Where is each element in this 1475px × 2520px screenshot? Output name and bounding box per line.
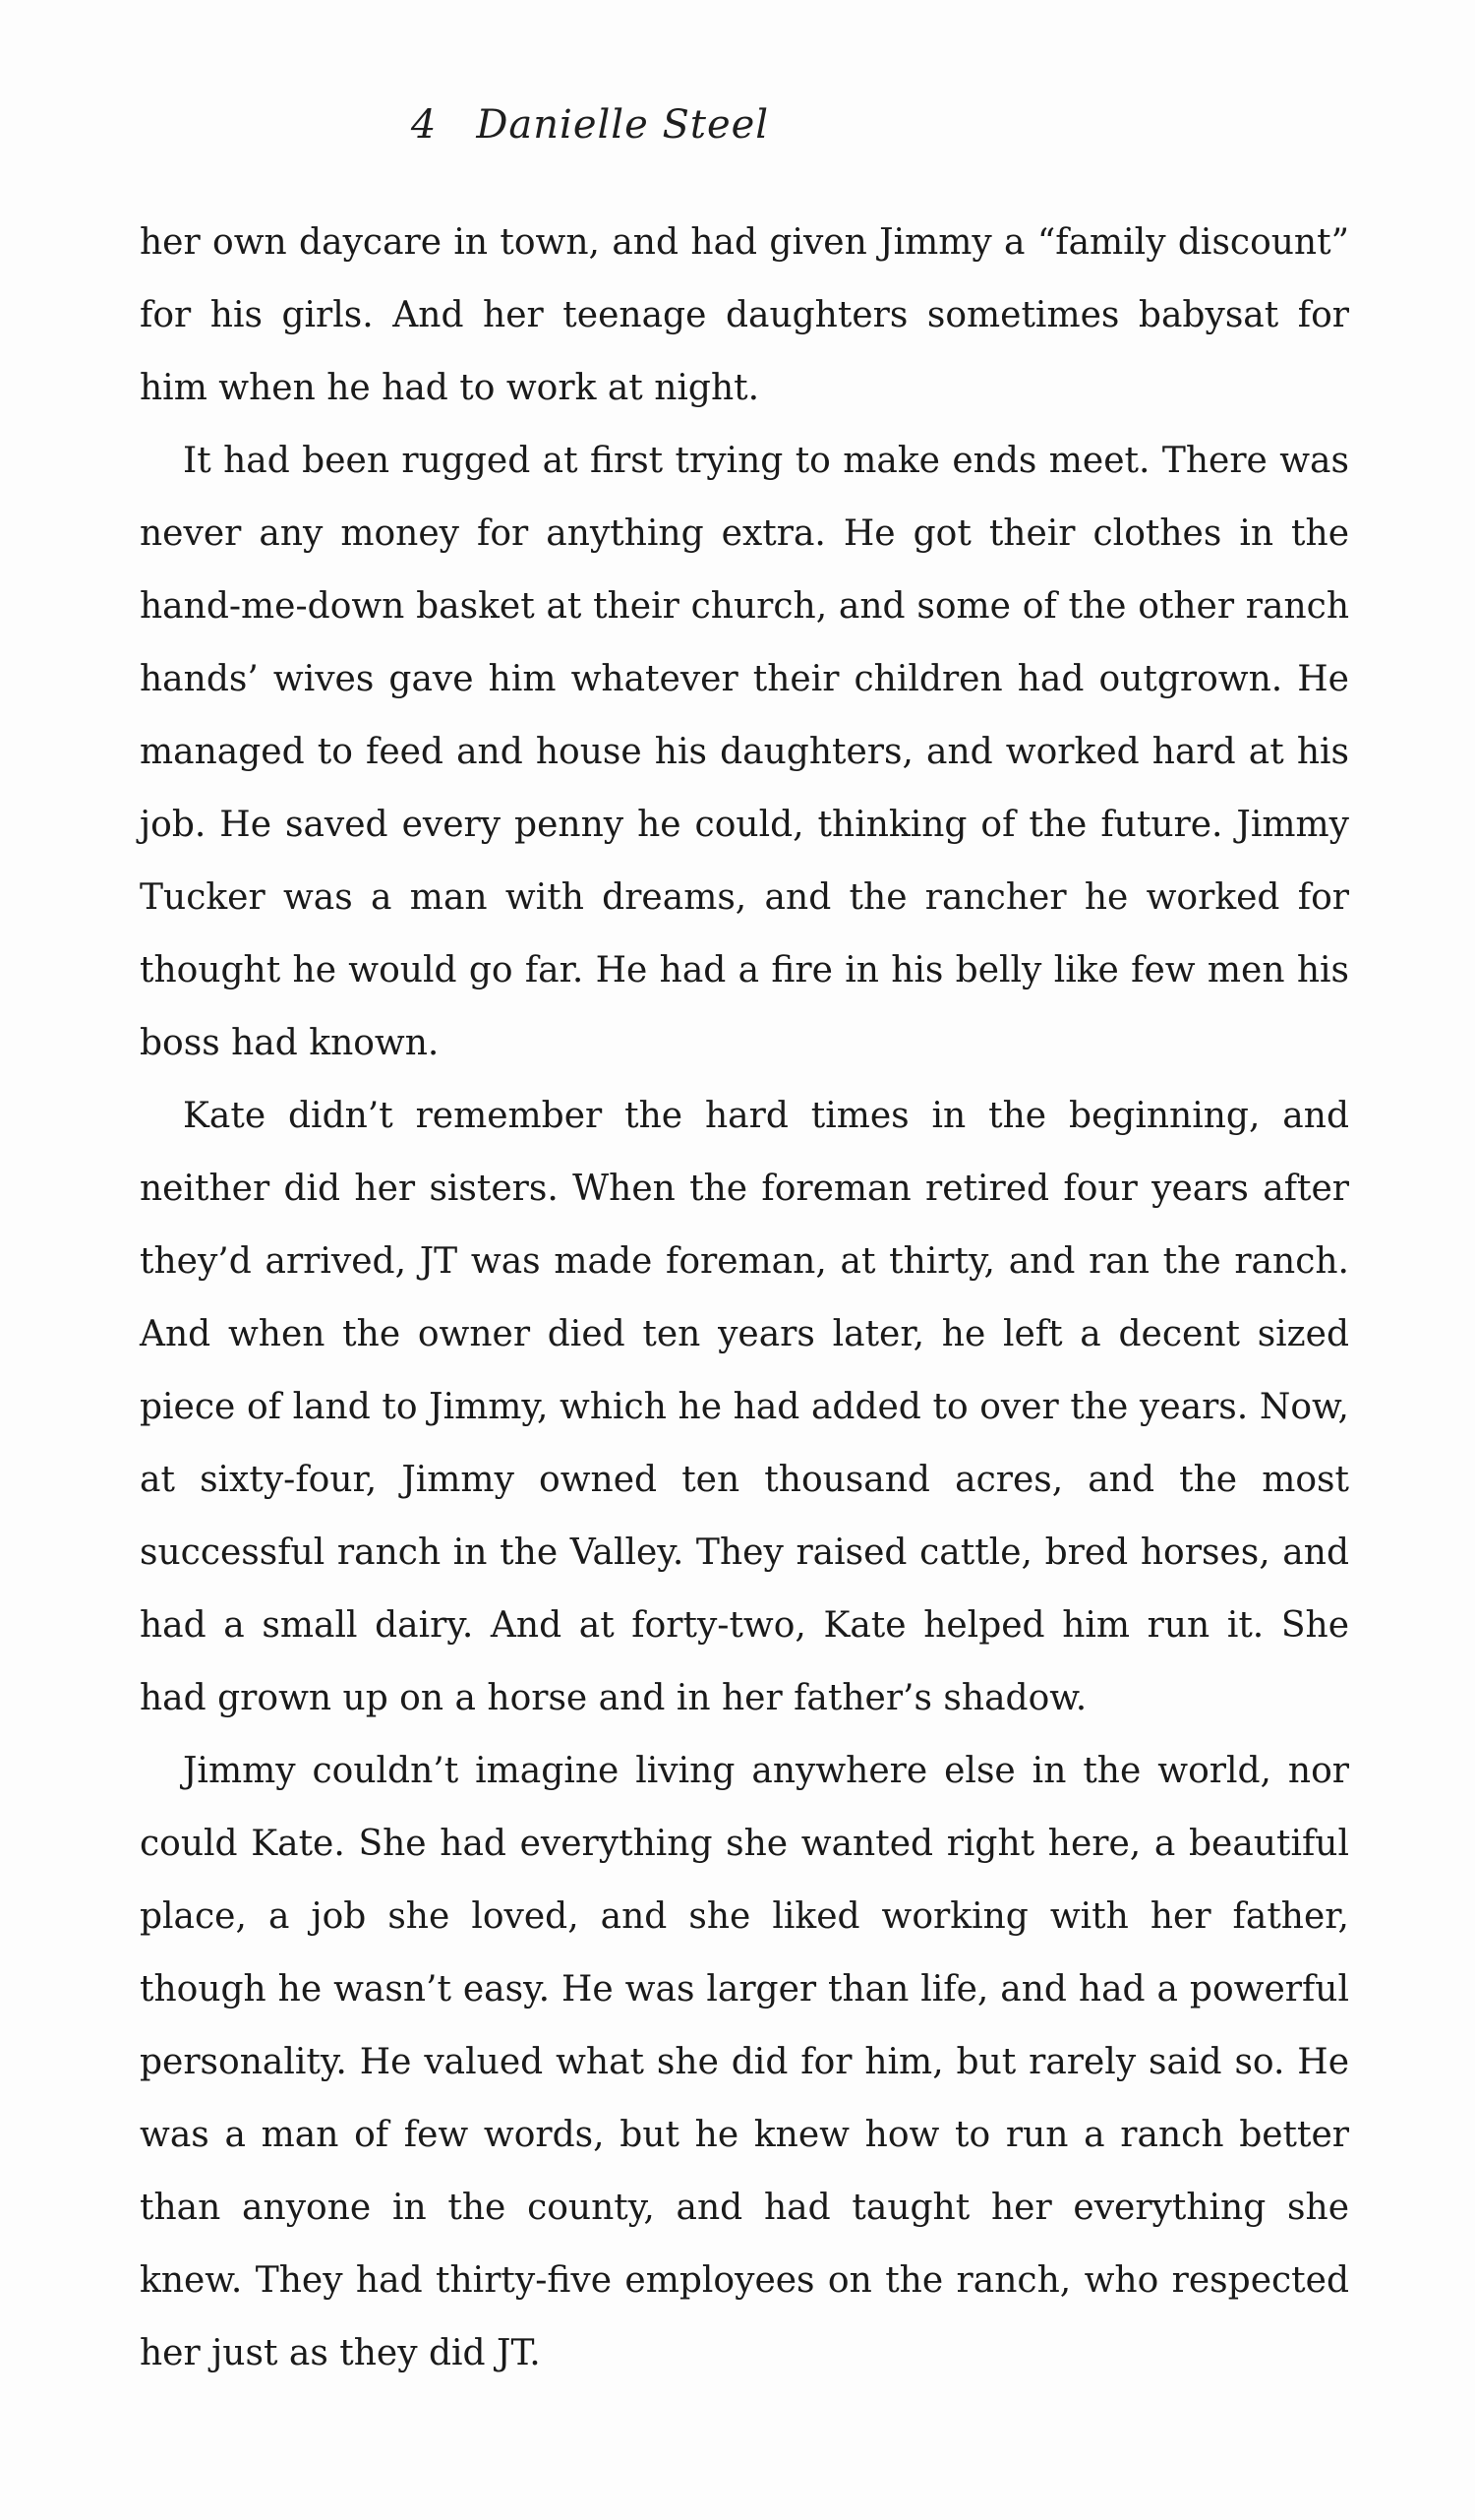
paragraph: Kate didn’t remember the hard times in the beginning, and neither did her sisters. When the foreman retired four years after they’d arrived, JT was made foreman, at thirty, and ran the ranch. And when the owner died ten years later, he left a decent sized piece of land to Jimmy, which he had added to over the years. Now, at sixty-four, Jimmy owned ten thousand acres, and the most successful ranch in the Valley. They raised cattle, bred horses, and had a small dairy. And at forty-two, Kate helped him run it. She had grown up on a horse and in her father’s shadow.: [140, 1096, 1349, 1718]
running-head: [0, 102, 1180, 148]
page-number: 4: [410, 102, 438, 148]
author-name: Danielle Steel: [476, 102, 770, 148]
body-text: [140, 207, 1349, 2390]
paragraph-continued: her own daycare in town, and had given Jimmy a “family discount” for his girls. And her teenage daughters sometimes babysat for him when he had to work at night.: [140, 222, 1349, 408]
paragraph: It had been rugged at first trying to make ends meet. There was never any money for anything extra. He got their clothes in the hand-me-down basket at their church, and some of the other ranch hands’ wives gave him whatever their children had outgrown. He managed to feed and house his daughters, and worked hard at his job. He saved every penny he could, thinking of the future. Jimmy Tucker was a man with dreams, and the rancher he worked for thought he would go far. He had a fire in his belly like few men his boss had known.: [140, 441, 1349, 1063]
paragraph: Jimmy couldn’t imagine living anywhere else in the world, nor could Kate. She had everything she wanted right here, a beautiful place, a job she loved, and she liked working with her father, though he wasn’t easy. He was larger than life, and had a powerful personality. He valued what she did for him, but rarely said so. He was a man of few words, but he knew how to run a ranch better than anyone in the county, and had taught her everything she knew. They had thirty-five employees on the ranch, who respected her just as they did JT.: [140, 1751, 1349, 2373]
